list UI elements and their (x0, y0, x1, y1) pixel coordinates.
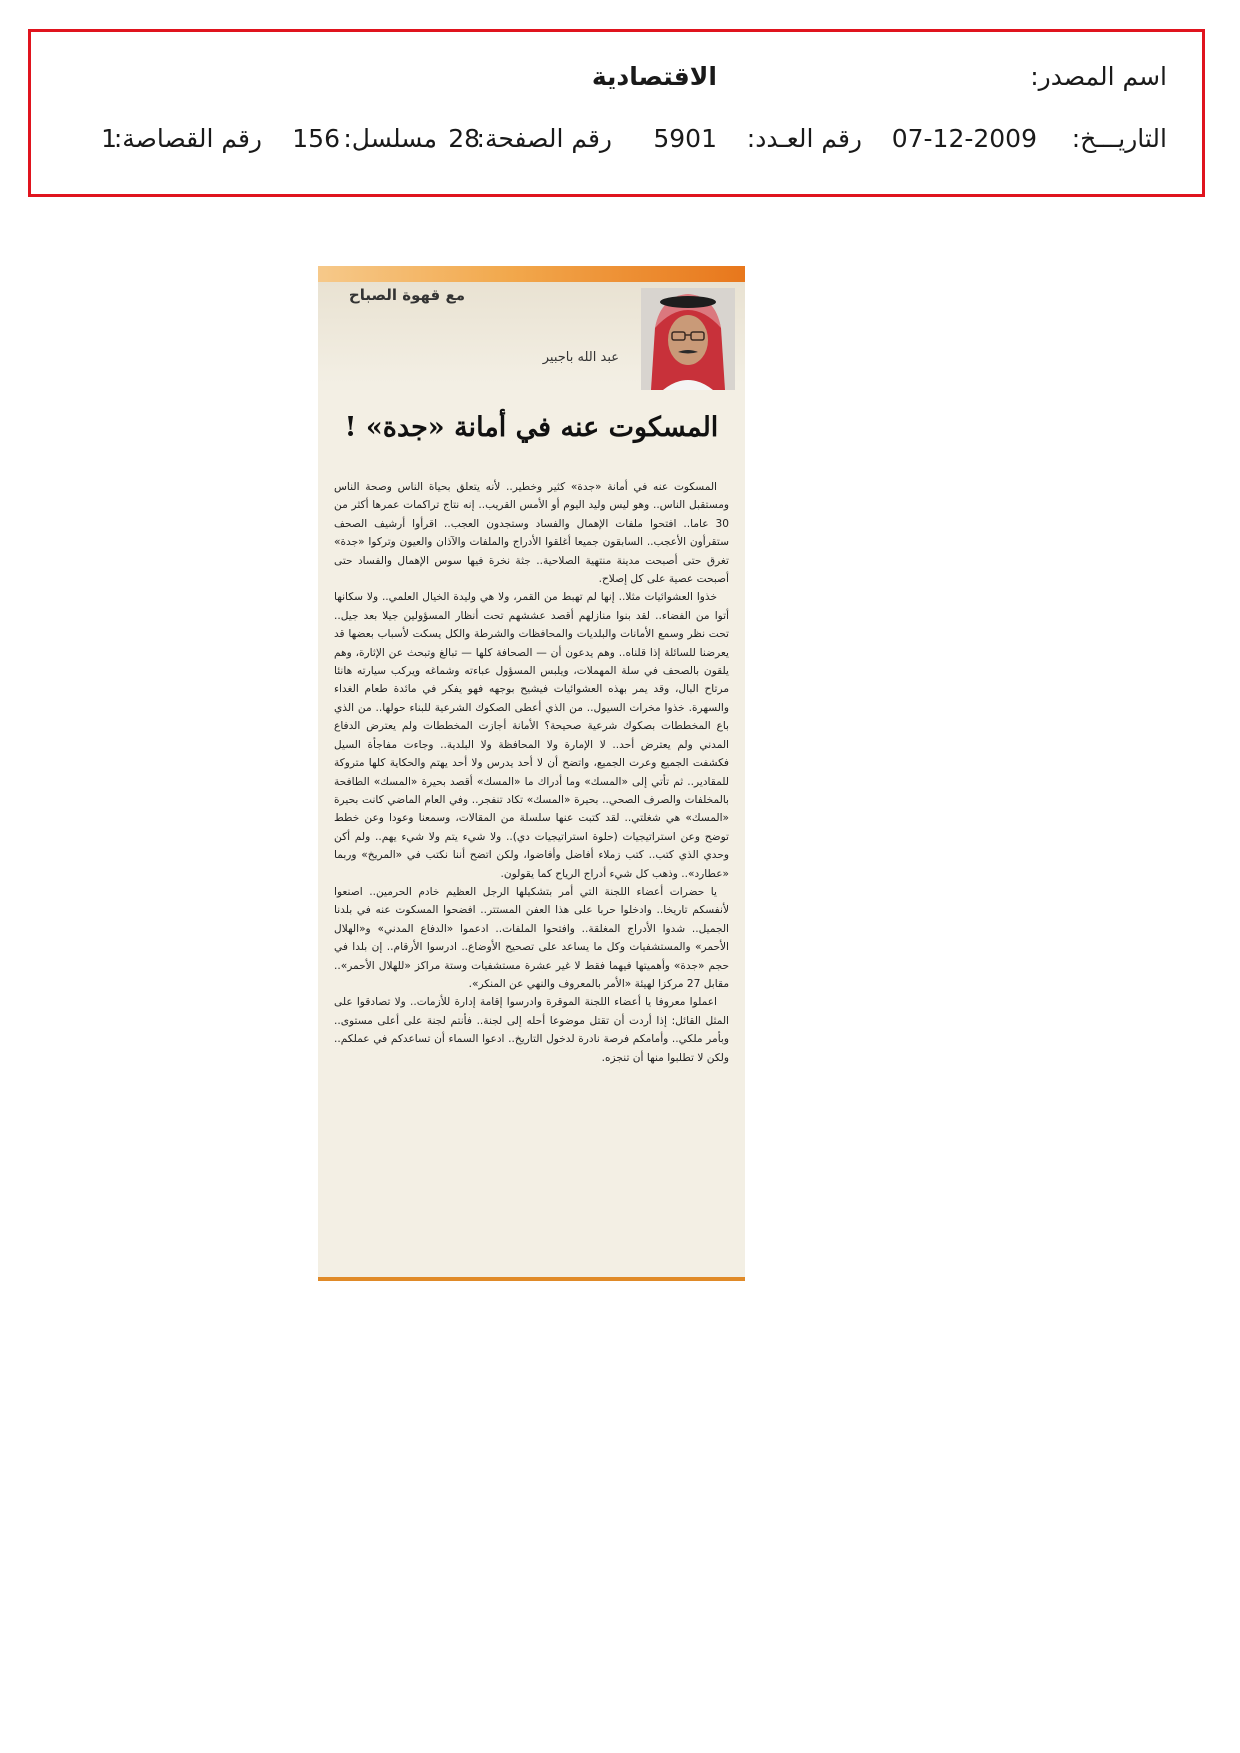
issue-value: 5901 (653, 124, 717, 153)
issue-label: رقم العـدد: (746, 124, 862, 153)
author-portrait-image (641, 288, 735, 390)
serial-value: 156 (292, 124, 340, 153)
article-paragraph: المسكوت عنه في أمانة «جدة» كثير وخطير.. لأنه يتعلق بحياة الناس وصحة الناس ومستقبل الناس.. وهو ليس وليد اليوم أو الأمس القريب.. إنه نتاج تراكمات عمرها أكثر من 30 عاما.. افتحوا ملفات الإهمال والفساد وستجدون العجب.. اقرأوا أرشيف الصحف ستقرأون الأعجب.. السابقون جميعا أغلقوا الأدراج والملفات والآذان والعيون وتركوا «جدة» تغرق حتى أصبحت مدينة منتهية الصلاحية.. جثة نخرة فيها سوس الإهمال والفساد حتى أصبحت عصية على كل إصلاح. (334, 481, 729, 586)
article-paragraph: يا حضرات أعضاء اللجنة التي أمر بتشكيلها الرجل العظيم خادم الحرمين.. اصنعوا لأنفسكم تاريخا.. وادخلوا حربا على هذا العفن المستتر.. افضحوا المسكوت عنه في بلدنا الجميل.. شدوا الأدراج المغلقة.. وافتحوا الملفات.. ادعموا «الدفاع المدني» و«الهلال الأحمر» والمستشفيات وكل ما يساعد على تصحيح الأوضاع.. ادرسوا الأرقام.. إن بلدا في حجم «جدة» وأهميتها فيهما فقط لا غير عشرة مستشفيات وستة مراكز «للهلال الأحمر».. مقابل 27 مركزا لهيئة «الأمر بالمعروف والنهي عن المنكر». (334, 885, 729, 990)
column-title: مع قهوة الصباح (348, 286, 465, 304)
page-label: رقم الصفحة: (476, 124, 612, 153)
clip-value: 1 (101, 124, 117, 153)
date-label: التاريـــخ: (1071, 124, 1167, 153)
clipping-top-bar (318, 266, 745, 282)
article-paragraph: خذوا العشوائيات مثلا.. إنها لم تهبط من القمر، ولا هي وليدة الخيال العلمي.. ولا سكانها أتوا من الفضاء.. لقد بنوا منازلهم أقصد عششهم تحت أنظار المسؤولين جيلا بعد جيل.. تحت نظر وسمع الأمانات والبلديات والمحافظات والشرطة والكل يسكت لأسباب بعضها قد يعرضنا للسائلة إذا قلناه.. وهم يدعون أن — الصحافة كلها — تبالغ وتبحث عن الإثارة، وهم يلقون بالصحف في سلة المهملات، ويلبس المسؤول عباءته وشماغه ويركب سيارته هانئا مرتاح البال، وقد يمر بهذه العشوائيات فيشيح بوجهه فهو يفكر في مائدة طعام الغداء والسهرة. خذوا مخرات السيول.. من الذي أعطى الصكوك الشرعية للبناء حولها.. من الذي باع المخططات بصكوك شرعية صحيحة؟ الأمانة أجازت المخططات ولم يعترض الدفاع المدني ولم يعترض أحد.. لا الإمارة ولا المحافظة ولا البلدية.. وجاءت مفاجأة السيل فكشفت الجميع وعرت الجميع، واتضح أن لا أحد يدرس ولا أحد يهتم والحكاية كلها متروكة للمقادير.. ثم تأتي إلى «المسك» وما أدراك ما «المسك» أقصد بحيرة «المسك» الطافحة بالمخلفات والصرف الصحي.. بحيرة «المسك» تكاد تنفجر.. وفي العام الماضي كانت بحيرة «المسك» هي شغلتي.. لقد كتبت عنها سلسلة من المقالات، وسمعنا وعودا وعن خطط توضح وعن استراتيجيات (حلوة استراتيجيات دي).. ولا شيء يتم ولا شيء يهم.. ولم أكن وحدي الذي كتب.. كتب زملاء أفاضل وأفاضوا، ولكن اتضح أننا نكتب في «المريخ» وربما «عطارد».. وذهب كل شيء أدراج الرياح كما يقولون. (334, 591, 729, 880)
newspaper-clipping (318, 266, 745, 1281)
metadata-row-source (31, 62, 1202, 102)
author-photo (641, 288, 735, 390)
clip-label: رقم القصاصة: (113, 124, 262, 153)
serial-label: مسلسل: (343, 124, 437, 153)
source-label: اسم المصدر: (1030, 62, 1167, 91)
source-value: الاقتصادية (591, 62, 717, 91)
article-paragraph: اعملوا معروفا يا أعضاء اللجنة الموقرة وادرسوا إقامة إدارة للأزمات.. ولا تصادقوا على المثل القائل: إذا أردت أن تقتل موضوعا أحله إلى لجنة.. فأنتم لجنة على أعلى مستوى.. وبأمر ملكي.. وأمامكم فرصة نادرة لدخول التاريخ.. ادعوا السماء أن تساعدكم في عملكم.. ولكن لا تطلبوا منها أن تنجزه. (334, 996, 729, 1064)
metadata-row-details (31, 124, 1202, 164)
date-value: 07-12-2009 (891, 124, 1037, 153)
page-value: 28 (448, 124, 480, 153)
article-headline: المسكوت عنه في أمانة «جدة» ! (344, 412, 719, 443)
article-body (334, 478, 729, 1265)
author-name: عبد الله باجبير (542, 350, 619, 365)
metadata-box (28, 29, 1205, 197)
